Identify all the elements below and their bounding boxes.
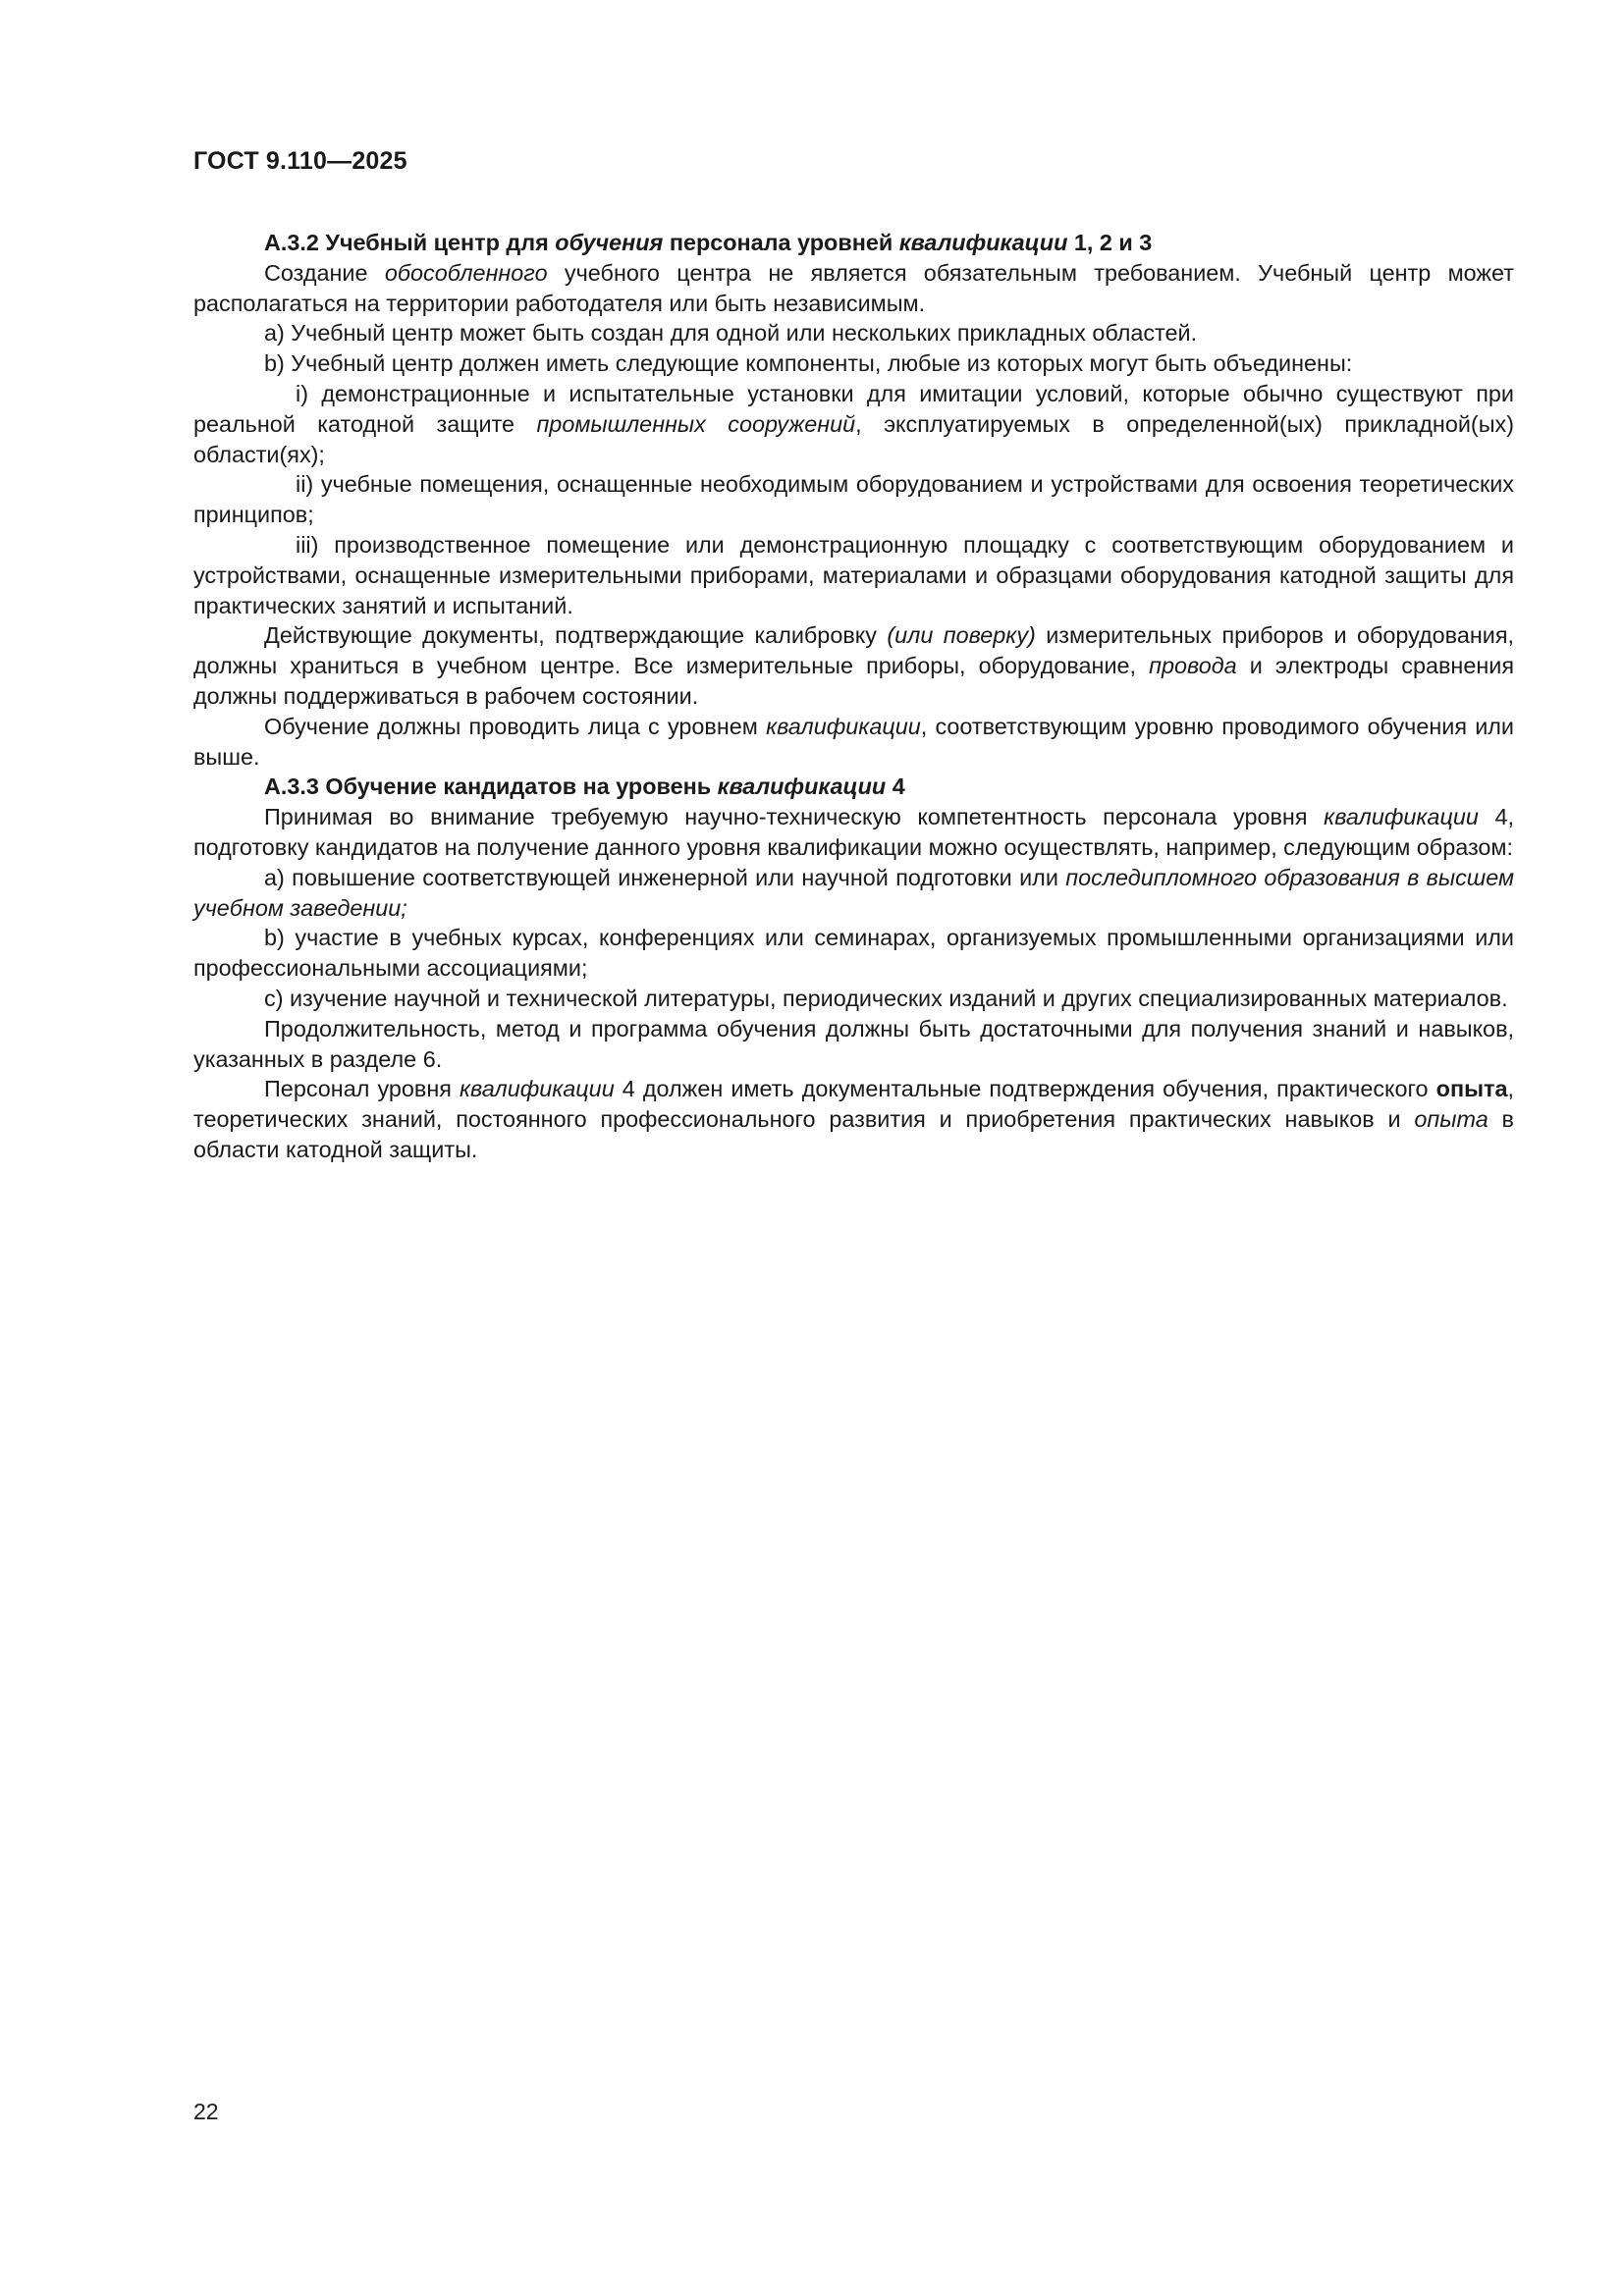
italic-term: квалификации (766, 713, 921, 739)
paragraph-text: , теоретических знаний, постоянного профессионального развития и приобретения практических навыков и (193, 1076, 1515, 1133)
paragraph-duration: Продолжительность, метод и программа обучения должны быть достаточными для получения знаний и навыков, указанных в разделе 6. (193, 1015, 1514, 1072)
list-item-a33-c: c) изучение научной и технической литературы, периодических изданий и других специализированных материалов. (264, 985, 1508, 1011)
paragraph-text: учебного центра не является обязательным требованием. Учебный центр может располагаться на территории работодателя или быть независимым. (193, 259, 1514, 316)
paragraph-text: а) повышение соответствующей инженерной или научной подготовки или (264, 864, 1066, 890)
italic-term: (или поверку) (887, 622, 1036, 649)
paragraph-a32-intro (193, 258, 1514, 319)
paragraph-trainers (193, 712, 1514, 773)
italic-term: провода (1149, 653, 1237, 679)
sub-item-iii: iii) производственное помещение или демонстрационную площадку с соответствующим оборудованием и устройствами, оснащенные измерительными приборами, материалами и образцами оборудования катодной защиты для практических занятий и испытаний. (193, 531, 1514, 618)
paragraph-text: Действующие документы, подтверждающие калибровку (264, 622, 888, 649)
italic-term: опыта (1414, 1106, 1489, 1133)
heading-italic-term: квалификации (898, 230, 1068, 255)
list-item-a32-b: b) Учебный центр должен иметь следующие компоненты, любые из которых могут быть объединены: (264, 350, 1353, 377)
paragraph-text: , эксплуатируемых в определенной(ых) прикладной(ых) области(ях); (193, 410, 1514, 467)
paragraph-personnel (193, 1074, 1514, 1164)
heading-text: А.3.2 Учебный центр для (264, 230, 556, 255)
paragraph-text: измерительных приборов и оборудования, должны храниться в учебном центре. Все измерительные приборы, оборудование, (193, 622, 1514, 679)
list-item-a32-a: а) Учебный центр может быть создан для одной или нескольких прикладных областей. (264, 320, 1198, 347)
paragraph-text: Принимая во внимание требуемую научно-техническую компетентность персонала уровня (264, 804, 1325, 830)
paragraph-calibration (193, 620, 1514, 711)
document-body (193, 228, 1514, 1165)
italic-term: квалификации (460, 1076, 615, 1102)
heading-text: 1, 2 и 3 (1067, 230, 1153, 255)
italic-term: промышленных сооружений (536, 410, 856, 437)
paragraph-text: , соответствующим уровню проводимого обучения или выше. (193, 713, 1514, 770)
paragraph-text: Создание (264, 259, 385, 286)
paragraph-text: i) демонстрационные и испытательные установки для имитации условий, которые обычно существуют при реальной катодной защите (193, 380, 1514, 437)
heading-text: персонала уровней (663, 230, 899, 255)
section-heading-a32 (193, 228, 1514, 258)
sub-item-ii: ii) учебные помещения, оснащенные необходимым оборудованием и устройствами для освоения теоретических принципов; (193, 471, 1514, 528)
document-header: ГОСТ 9.110—2025 (193, 147, 407, 175)
paragraph-a33-intro (193, 802, 1514, 863)
paragraph-text: и электроды сравнения должны поддерживаться в рабочем состоянии. (193, 653, 1514, 709)
page-number: 22 (193, 2099, 219, 2124)
list-item-a33-b: b) участие в учебных курсах, конференциях или семинарах, организуемых промышленными организациями или профессиональными ассоциациями; (193, 925, 1514, 982)
heading-text: 4 (886, 774, 905, 800)
paragraph-text: Персонал уровня (264, 1076, 460, 1102)
paragraph-text: 4, подготовку кандидатов на получение данного уровня квалификации можно осуществлять, например, следующим образом: (193, 804, 1514, 860)
heading-italic-term: квалификации (717, 774, 887, 800)
heading-italic-term: обучения (555, 230, 664, 255)
list-item-a33-a (193, 863, 1514, 924)
bold-term: опыта (1435, 1076, 1508, 1102)
italic-term: последипломного образования в высшем учебном заведении; (193, 864, 1514, 921)
section-heading-a33 (193, 772, 1514, 802)
italic-term: обособленного (384, 259, 548, 286)
paragraph-text: в области катодной защиты. (193, 1106, 1514, 1162)
sub-item-i (193, 379, 1514, 469)
heading-text: А.3.3 Обучение кандидатов на уровень (264, 774, 718, 800)
paragraph-text: Обучение должны проводить лица с уровнем (264, 713, 767, 739)
paragraph-text: 4 должен иметь документальные подтверждения обучения, практического (614, 1076, 1436, 1102)
italic-term: квалификации (1324, 804, 1479, 830)
